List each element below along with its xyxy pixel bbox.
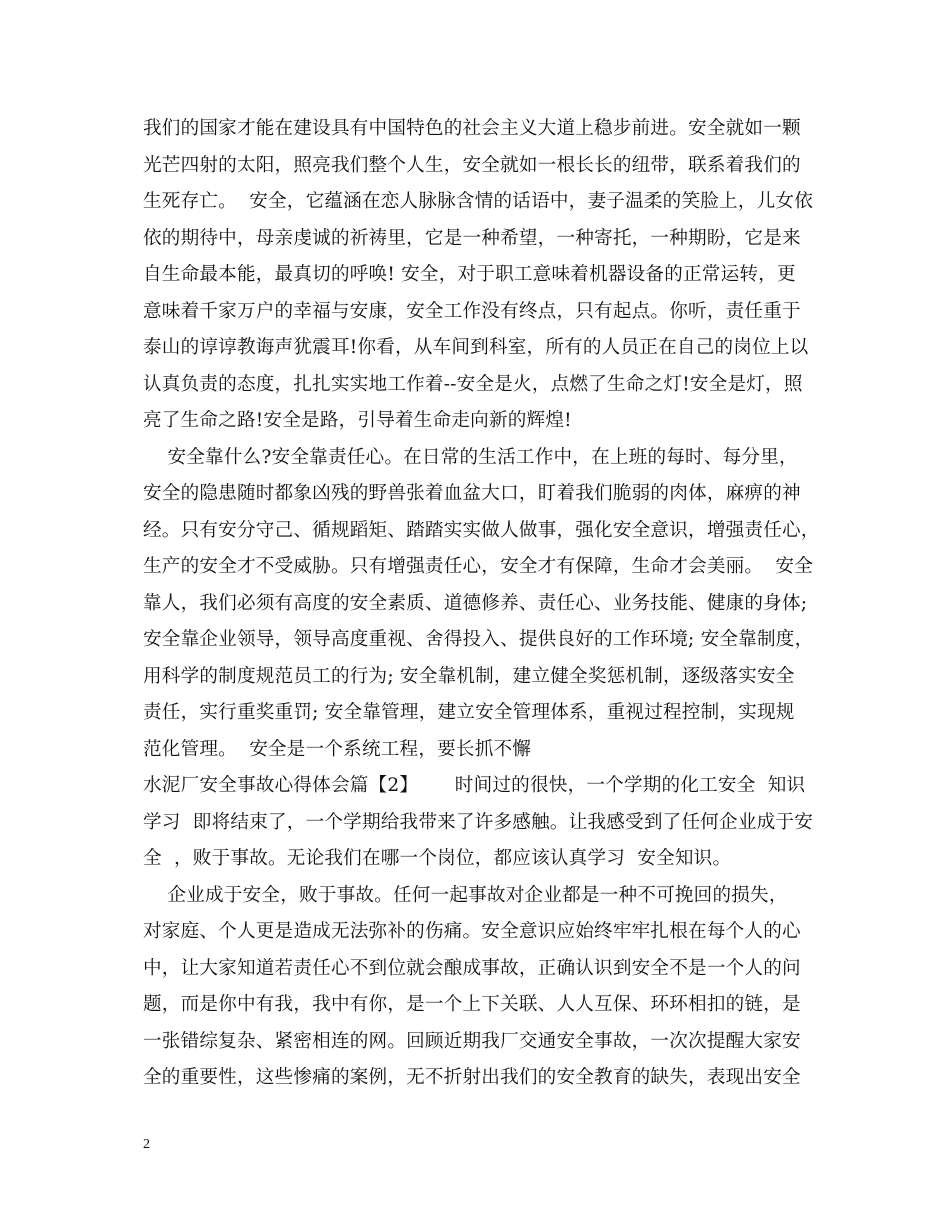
text-line: 生死存亡。 安全，它蕴涵在恋人脉脉含情的话语中，妻子温柔的笑脸上，儿女依	[143, 191, 814, 212]
text-line: 安全靠企业领导，领导高度重视、舍得投入、提供良好的工作环境; 安全靠制度，	[143, 629, 814, 650]
text-line: 范化管理。 安全是一个系统工程，要长抓不懈	[143, 739, 532, 760]
text-line: 题，而是你中有我，我中有你，是一个上下关联、人人互保、环环相扣的链，是	[143, 994, 801, 1015]
section-heading-line: 水泥厂安全事故心得体会篇【2】 时间过的很快，一个学期的化工安全 知识	[143, 775, 806, 796]
text-line: 用科学的制度规范员工的行为; 安全靠机制，建立健全奖惩机制，逐级落实安全	[143, 666, 795, 687]
page-number: 2	[143, 1137, 150, 1152]
text-line: 经。只有安分守己、循规蹈矩、踏踏实实做人做事，强化安全意识，增强责任心，	[143, 520, 820, 541]
text-line: 安全的隐患随时都象凶残的野兽张着血盆大口，盯着我们脆弱的肉体，麻痹的神	[143, 483, 801, 504]
text-line: 全 ，败于事故。无论我们在哪一个岗位，都应该认真学习 安全知识。	[143, 848, 732, 869]
text-line: 意味着千家万户的幸福与安康，安全工作没有终点，只有起点。你听，责任重于	[143, 301, 801, 322]
text-line: 全的重要性，这些惨痛的案例，无不折射出我们的安全教育的缺失，表现出安全	[143, 1067, 801, 1088]
text-line: 对家庭、个人更是造成无法弥补的伤痛。安全意识应始终牢牢扎根在每个人的心	[143, 921, 801, 942]
text-line: 认真负责的态度，扎扎实实地工作着--安全是火，点燃了生命之灯!安全是灯，照	[143, 374, 803, 395]
text-line: 靠人，我们必须有高度的安全素质、道德修养、责任心、业务技能、健康的身体;	[143, 593, 808, 614]
text-line: 中，让大家知道若责任心不到位就会酿成事故，正确认识到安全不是一个人的问	[143, 958, 801, 979]
text-line: 学习 即将结束了，一个学期给我带来了许多感触。让我感受到了任何企业成于安	[143, 812, 814, 833]
text-line: 生产的安全才不受威胁。只有增强责任心，安全才有保障，生命才会美丽。 安全	[143, 556, 814, 577]
text-line: 责任，实行重奖重罚; 安全靠管理，建立安全管理体系，重视过程控制，实现规	[143, 702, 795, 723]
text-line: 一张错综复杂、紧密相连的网。回顾近期我厂交通安全事故，一次次提醒大家安	[143, 1031, 801, 1052]
text-line: 企业成于安全，败于事故。任何一起事故对企业都是一种不可挽回的损失，	[143, 885, 788, 906]
text-line: 光芒四射的太阳，照亮我们整个人生，安全就如一根长长的纽带，联系着我们的	[143, 155, 801, 176]
text-line: 我们的国家才能在建设具有中国特色的社会主义大道上稳步前进。安全就如一颗	[143, 118, 801, 139]
text-line: 安全靠什么?安全靠责任心。在日常的生活工作中，在上班的每时、每分里，	[143, 447, 798, 468]
text-line: 亮了生命之路!安全是路，引导着生命走向新的辉煌!	[143, 410, 572, 431]
text-line: 依的期待中，母亲虔诚的祈祷里，它是一种希望，一种寄托，一种期盼，它是来	[143, 228, 801, 249]
text-line: 泰山的谆谆教诲声犹震耳!你看，从车间到科室，所有的人员正在自己的岗位上以	[143, 337, 809, 358]
text-line: 自生命最本能，最真切的呼唤! 安全，对于职工意味着机器设备的正常运转，更	[143, 264, 796, 285]
